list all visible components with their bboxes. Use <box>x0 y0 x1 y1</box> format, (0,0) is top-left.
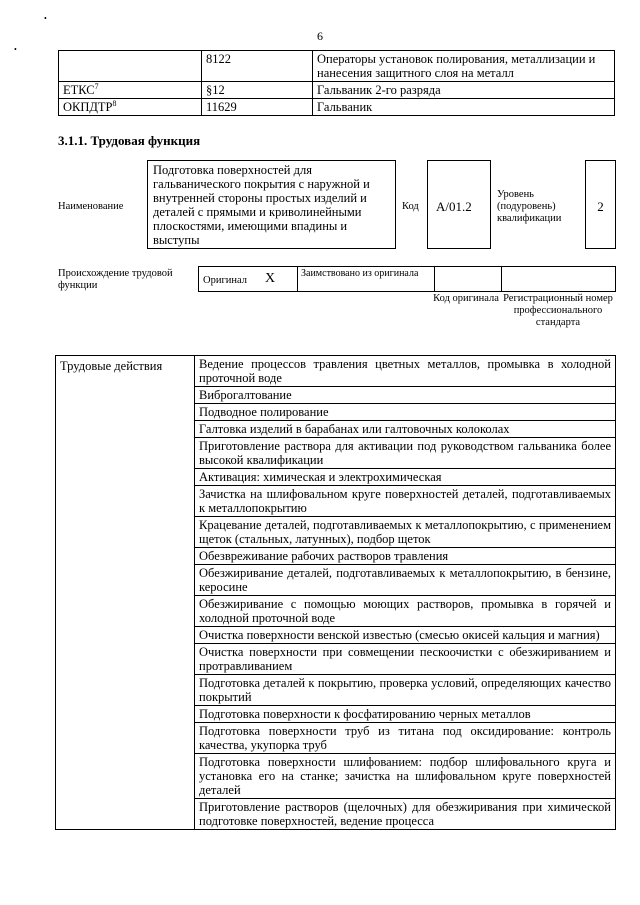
page-number: 6 <box>317 29 323 43</box>
section-title: 3.1.1. Трудовая функция <box>58 133 201 148</box>
scan-mark: • <box>14 45 17 54</box>
labor-action-item: Подготовка поверхности шлифованием: подбор шлифовального круга и установка его на станке; зачистка на шлифовальном круге поверхностей деталей <box>195 754 616 799</box>
labor-action-item: Очистка поверхности при совмещении пескоочистки с обезжириванием и протравливанием <box>195 644 616 675</box>
table-row <box>59 99 615 116</box>
labor-action-item: Подготовка поверхности к фосфатированию черных металлов <box>195 706 616 723</box>
class-code: 11629 <box>202 99 313 116</box>
labor-action-item: Ведение процессов травления цветных металлов, промывка в холодной проточной воде <box>195 356 616 387</box>
class-label-text: ЕТКС <box>63 83 95 97</box>
level-box <box>585 160 616 249</box>
function-name: Подготовка поверхностей для гальванического покрытия с наружной и внутренней стороны простых изделий и деталей с прямыми и криволинейными плоскостями, имеющими впадины и выступы <box>153 163 370 247</box>
labor-action-item: Обезжиривание с помощью моющих растворов, промывка в горячей и холодной проточной воде <box>195 596 616 627</box>
class-code: §12 <box>202 82 313 99</box>
table-row <box>59 82 615 99</box>
class-label-text: ОКПДТР <box>63 100 113 114</box>
code-label: Код <box>402 201 419 212</box>
table-row <box>59 51 615 82</box>
origin-label: Происхождение трудовой функции <box>58 268 173 291</box>
labor-action-item: Обезвреживание рабочих растворов травления <box>195 548 616 565</box>
level-value: 2 <box>597 199 604 214</box>
borrowed-label: Заимствовано из оригинала <box>301 268 419 279</box>
reg-number-caption: Регистрационный номер профессионального стандарта <box>503 293 613 328</box>
origin-box <box>198 266 616 292</box>
level-label: Уровень (подуровень) квалификации <box>497 189 562 224</box>
origin-divider <box>297 267 298 291</box>
class-name: Гальваник 2-го разряда <box>313 82 615 99</box>
original-mark: X <box>265 271 276 286</box>
labor-action-item: Приготовление растворов (щелочных) для обезжиривания при химической подготовке поверхностей, ведение процесса <box>195 799 616 830</box>
labor-action-item: Галтовка изделий в барабанах или галтовочных колоколах <box>195 421 616 438</box>
labor-action-item: Активация: химическая и электрохимическая <box>195 469 616 486</box>
footnote-mark: 7 <box>94 81 99 91</box>
origin-divider <box>501 267 502 291</box>
scan-mark: • <box>44 14 47 23</box>
labor-actions-label: Трудовые действия <box>56 356 195 830</box>
function-code-box <box>427 160 491 249</box>
labor-action-item: Крацевание деталей, подготавливаемых к металлопокрытию, с применением щеток (стальных, латунных), подбор щеток <box>195 517 616 548</box>
class-code: 8122 <box>202 51 313 82</box>
function-name-box <box>147 160 396 249</box>
labor-action-item: Подводное полирование <box>195 404 616 421</box>
class-label <box>59 99 202 116</box>
labor-action-item: Зачистка на шлифовальном круге поверхностей деталей, подготавливаемых к металлопокрытию <box>195 486 616 517</box>
code-orig-caption: Код оригинала <box>433 293 499 304</box>
labor-action-item: Очистка поверхности венской известью (смесью окисей кальция и магния) <box>195 627 616 644</box>
labor-action-item: Обезжиривание деталей, подготавливаемых к металлопокрытию, в бензине, керосине <box>195 565 616 596</box>
labor-action-item: Виброгалтование <box>195 387 616 404</box>
labor-action-item: Подготовка поверхности труб из титана под оксидирование: контроль качества, укупорка труб <box>195 723 616 754</box>
class-label <box>59 51 202 82</box>
footnote-mark: 8 <box>112 98 117 108</box>
labor-actions-table <box>55 355 616 830</box>
origin-divider <box>434 267 435 291</box>
class-label <box>59 82 202 99</box>
labor-action-item: Приготовление раствора для активации под руководством гальваника более высокой квалификации <box>195 438 616 469</box>
classification-table <box>58 50 615 116</box>
original-label: Оригинал <box>203 275 247 286</box>
function-code: А/01.2 <box>436 199 472 214</box>
labor-action-item: Подготовка деталей к покрытию, проверка условий, определяющих качество покрытий <box>195 675 616 706</box>
table-row <box>56 356 616 387</box>
class-name: Операторы установок полирования, металлизации и нанесения защитного слоя на металл <box>313 51 615 82</box>
class-name: Гальваник <box>313 99 615 116</box>
name-label: Наименование <box>58 201 124 212</box>
